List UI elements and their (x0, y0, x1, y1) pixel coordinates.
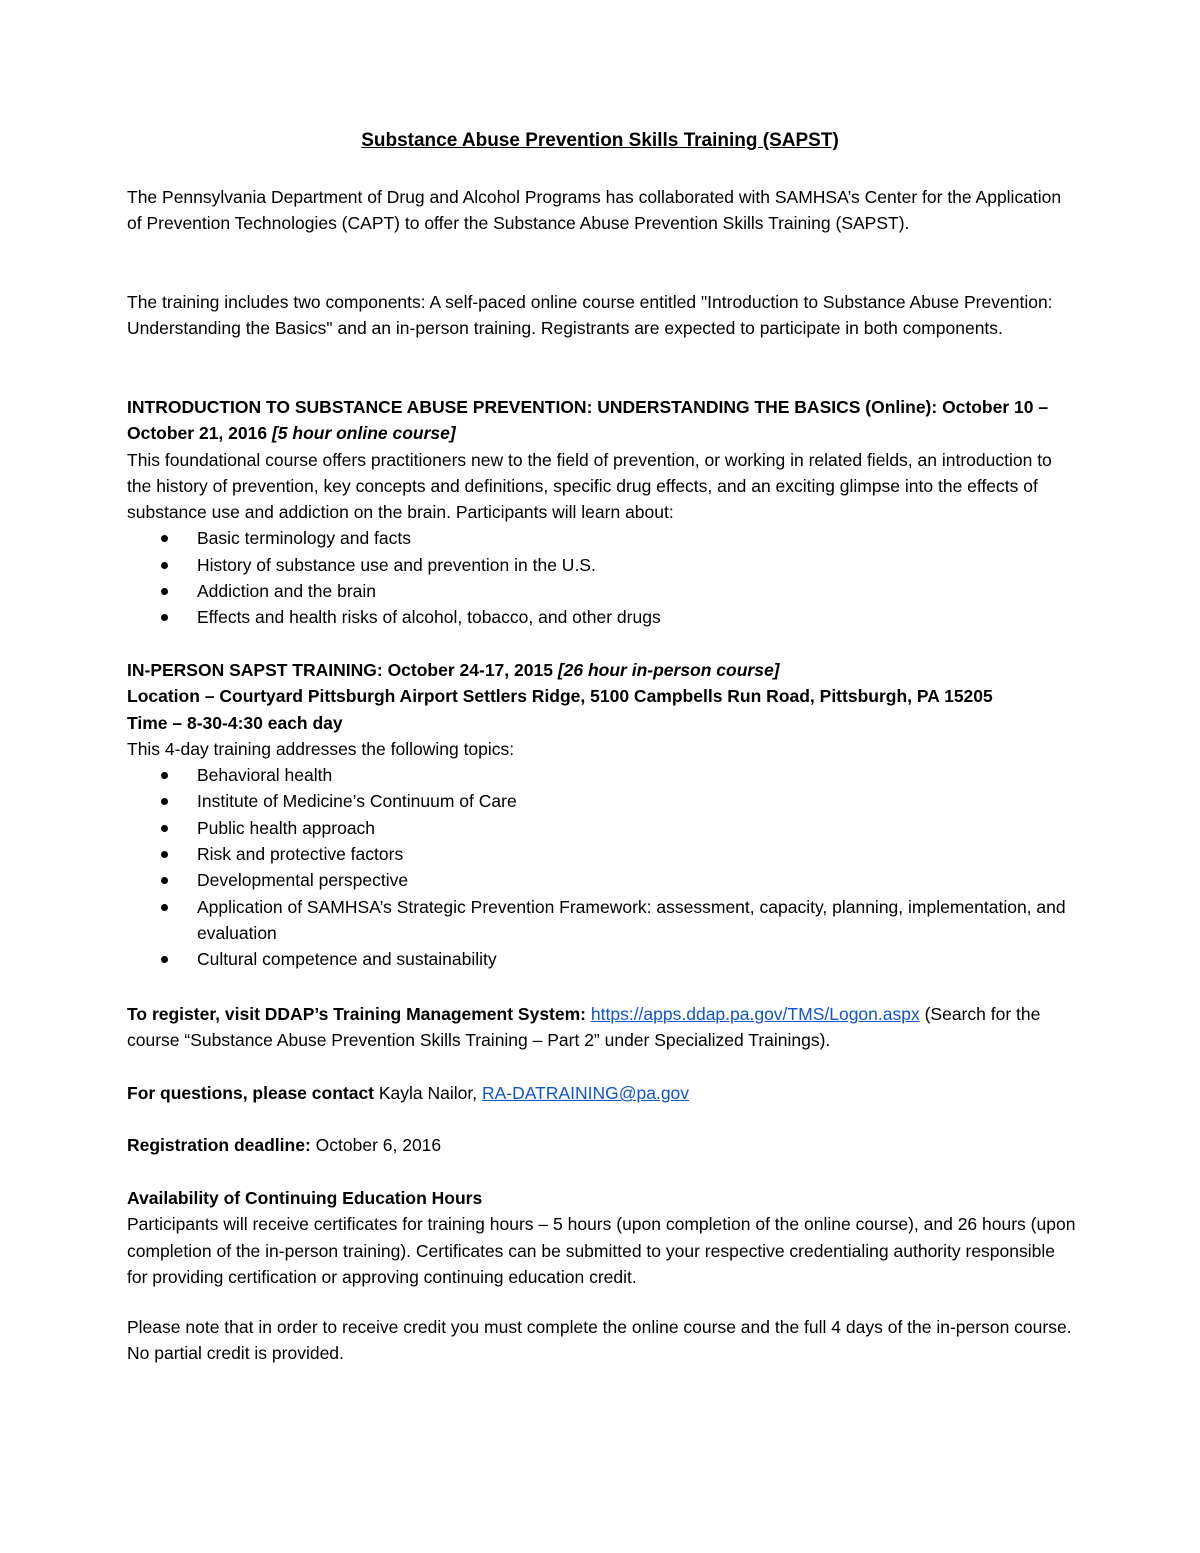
deadline-section (127, 1132, 1077, 1158)
questions-label: For questions, please contact (127, 1083, 374, 1103)
list-item: Institute of Medicine’s Continuum of Care (127, 788, 1077, 814)
in-person-topics-list (127, 762, 1077, 972)
deadline-paragraph (127, 1132, 1077, 1158)
location-line: Location – Courtyard Pittsburgh Airport Settlers Ridge, 5100 Campbells Run Road, Pittsburgh, PA 15205 (127, 686, 993, 707)
contact-name: Kayla Nailor, (374, 1083, 482, 1103)
online-course-section (127, 394, 1077, 631)
note-text: Please note that in order to receive credit you must complete the online course and the full 4 days of the in-person course. No partial credit is provided. (127, 1317, 1072, 1364)
ceh-text: Participants will receive certificates for training hours – 5 hours (upon completion of the online course), and 26 hours (upon completion of the in-person training). Certificates can be submitted to your respective credentialing authority responsible for providing certification or approving continuing education credit. (127, 1214, 1076, 1287)
online-topics-list (127, 525, 1077, 630)
list-item: Risk and protective factors (127, 841, 1077, 867)
in-person-heading-text: IN-PERSON SAPST TRAINING: October 24-17, 2015 (127, 660, 558, 680)
list-item: Application of SAMHSA’s Strategic Prevention Framework: assessment, capacity, planning, implementation, and evaluation (127, 894, 1077, 947)
list-item: History of substance use and prevention in the U.S. (127, 552, 1077, 578)
intro-paragraph-2 (127, 289, 1077, 342)
page-title: Substance Abuse Prevention Skills Training (SAPST) (361, 130, 839, 151)
list-item: Developmental perspective (127, 867, 1077, 893)
online-heading-text: INTRODUCTION TO SUBSTANCE ABUSE PREVENTION: UNDERSTANDING THE BASICS (Online): October 10 – October 21, 2016 (127, 397, 1049, 444)
deadline-value: October 6, 2016 (310, 1135, 442, 1155)
tms-link[interactable]: https://apps.ddap.pa.gov/TMS/Logon.aspx (590, 1004, 920, 1024)
ceh-heading: Availability of Continuing Education Hours (127, 1188, 483, 1208)
in-person-section (127, 657, 1077, 973)
list-item: Effects and health risks of alcohol, tobacco, and other drugs (127, 604, 1077, 630)
register-paragraph (127, 1001, 1077, 1054)
list-item: Public health approach (127, 815, 1077, 841)
online-heading-italic: [5 hour online course] (271, 423, 456, 444)
list-item: Basic terminology and facts (127, 525, 1077, 551)
ceh-section (127, 1185, 1077, 1290)
deadline-label: Registration deadline: (127, 1135, 311, 1155)
intro-text-2: The training includes two components: A self-paced online course entitled "Introduction to Substance Abuse Prevention: Understanding the Basics" and an in-person training. Registrants are expected to participate in both components. (127, 292, 1053, 339)
intro-paragraph-1 (127, 184, 1077, 237)
register-section (127, 1001, 1077, 1054)
list-item: Behavioral health (127, 762, 1077, 788)
questions-section (127, 1080, 1077, 1106)
questions-paragraph (127, 1080, 1077, 1106)
register-after-text: (Search for the course “Substance Abuse Prevention Skills Training – Part 2” under Specialized Trainings). (127, 1004, 1041, 1051)
in-person-heading-italic: [26 hour in-person course] (557, 660, 780, 680)
online-course-description: This foundational course offers practitioners new to the field of prevention, or working in related fields, an introduction to the history of prevention, key concepts and definitions, specific drug effects, and an exciting glimpse into the effects of substance use and addiction on the brain. Participants will learn about: (127, 449, 1052, 523)
list-item: Cultural competence and sustainability (127, 946, 1077, 972)
online-course-heading (127, 394, 1077, 447)
note-section (127, 1314, 1077, 1367)
in-person-heading (127, 657, 1077, 683)
in-person-description: This 4-day training addresses the following topics: (127, 738, 515, 759)
list-item: Addiction and the brain (127, 578, 1077, 604)
time-line: Time – 8-30-4:30 each day (127, 712, 343, 733)
intro-text-1: The Pennsylvania Department of Drug and Alcohol Programs has collaborated with SAMHSA’s Center for the Application of Prevention Technologies (CAPT) to offer the Substance Abuse Prevention Skills Training (SAPST). (127, 187, 1062, 234)
contact-email-link[interactable]: RA-DATRAINING@pa.gov (481, 1083, 690, 1103)
register-label: To register, visit DDAP’s Training Management System: (127, 1004, 587, 1024)
